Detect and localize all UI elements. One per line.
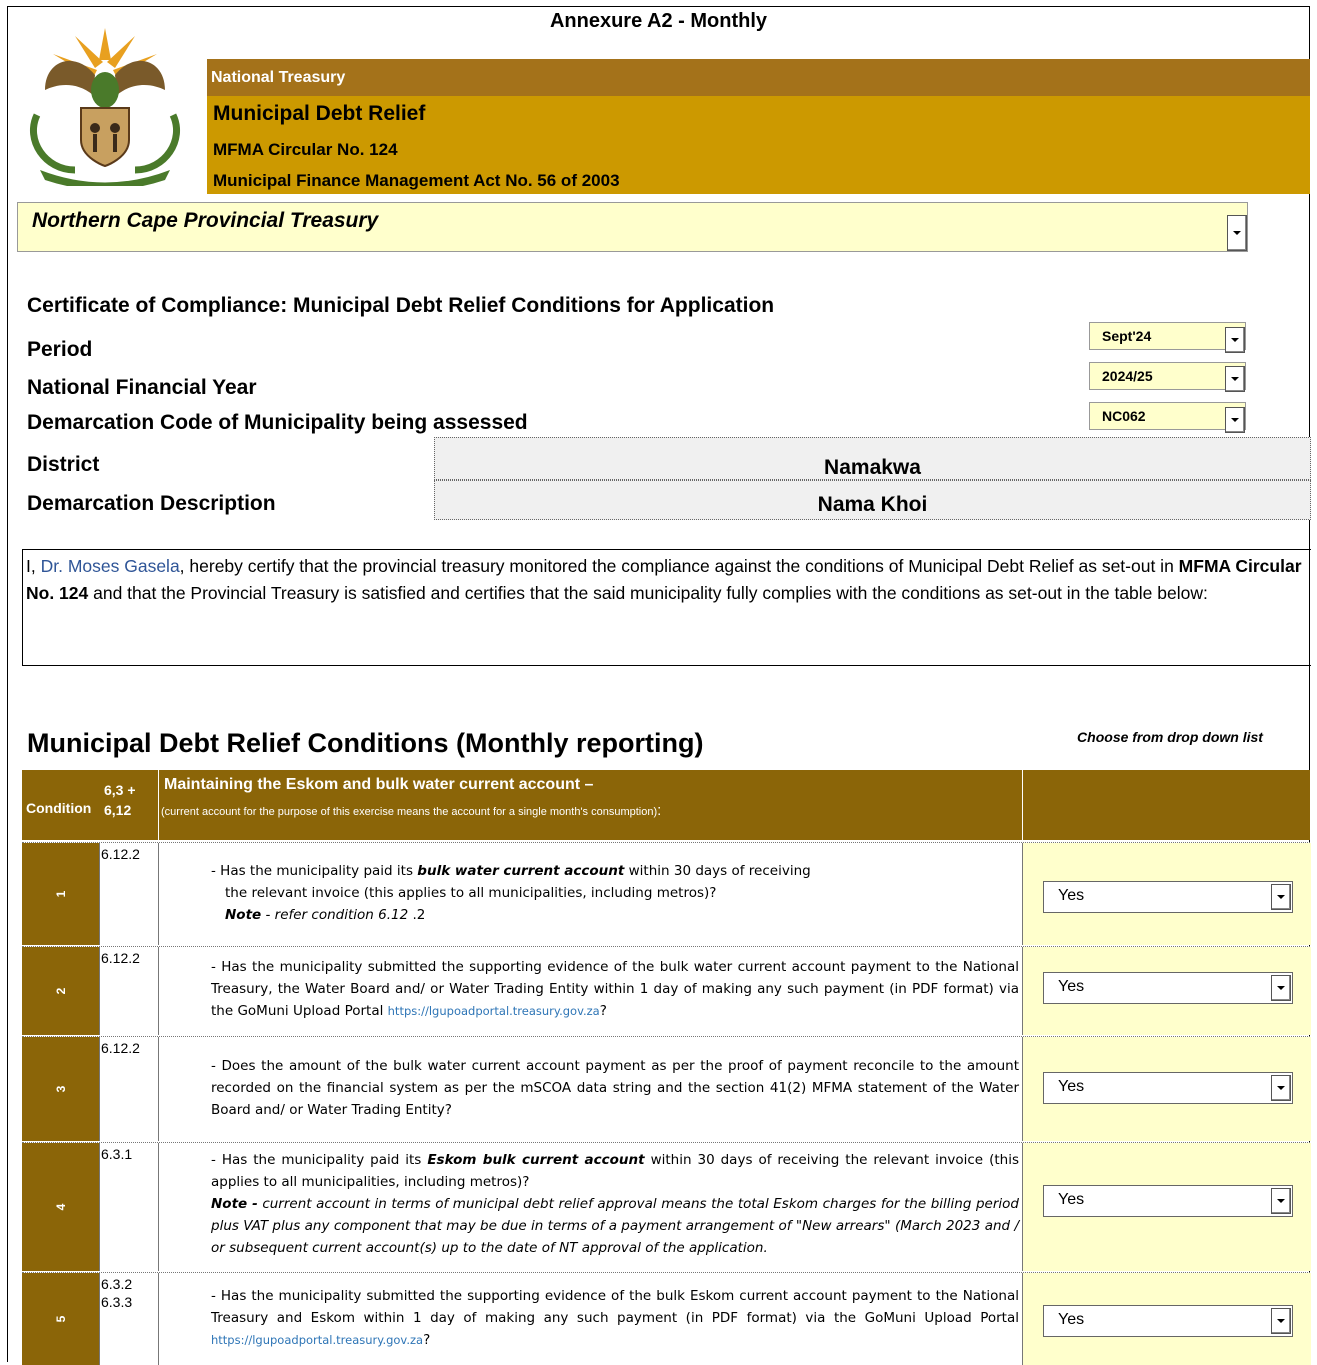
description-field xyxy=(434,480,1311,520)
chevron-down-icon[interactable] xyxy=(1271,1075,1291,1101)
frame-left xyxy=(7,6,8,1362)
condition-ref: 6.3.1 xyxy=(101,1146,133,1162)
period-select[interactable] xyxy=(1089,322,1246,350)
table-row xyxy=(22,1036,1310,1141)
answer-value: Yes xyxy=(1058,978,1085,995)
fy-select[interactable] xyxy=(1089,362,1246,390)
demarcation-label: Demarcation Code of Municipality being assessed xyxy=(27,411,528,434)
fy-label: National Financial Year xyxy=(27,376,257,399)
portal-link[interactable]: https://lgupoadportal.treasury.gov.za xyxy=(387,1004,600,1018)
col-ref-top: 6,3 + xyxy=(104,782,136,798)
description-label: Demarcation Description xyxy=(27,492,276,515)
chevron-down-icon[interactable] xyxy=(1225,407,1245,433)
national-treasury-band xyxy=(207,59,1310,96)
description-value: Nama Khoi xyxy=(817,493,928,516)
demarcation-select[interactable] xyxy=(1089,402,1246,430)
answer-value: Yes xyxy=(1058,1078,1085,1095)
org-name: National Treasury xyxy=(211,69,346,86)
district-value: Namakwa xyxy=(824,456,921,479)
header-divider-right xyxy=(1022,770,1023,840)
period-label: Period xyxy=(27,338,93,361)
condition-text: - Has the municipality submitted the supporting evidence of the bulk Eskom current account payment to the National Treasury and Eskom within 1 day of making any such payment (in PDF format) via the GoMuni Upload Portal https://lgupoadportal.treasury.gov.za? xyxy=(211,1288,1019,1348)
condition-ref: 6.12.2 xyxy=(101,846,140,862)
condition-number: 4 xyxy=(53,1203,68,1211)
coat-of-arms-logo xyxy=(15,20,195,186)
conditions-title: Municipal Debt Relief Conditions (Monthly reporting) xyxy=(27,728,704,758)
table-row xyxy=(22,946,1310,1035)
table-row xyxy=(22,842,1310,945)
condition-ref: 6.12.2 xyxy=(101,1040,140,1056)
annexure-title: Annexure A2 - Monthly xyxy=(549,10,768,32)
condition-number: 1 xyxy=(53,890,68,898)
chevron-down-icon[interactable] xyxy=(1271,1188,1291,1214)
chevron-down-icon[interactable] xyxy=(1227,215,1247,251)
conditions-table-header xyxy=(22,770,1310,840)
condition-text: - Has the municipality paid its Eskom bulk current account within 30 days of receiving the relevant invoice (this applies to all municipalities, including metros)? Note - current account in terms of municipal debt relief approval means the total Eskom charges for the billing period plus VAT plus any component that may be due in terms of a payment arrangement of "New arrears" (March 2023 and / or subsequent current account(s) up to the date of NT approval of the application. xyxy=(211,1152,1019,1256)
chevron-down-icon[interactable] xyxy=(1225,327,1245,353)
frame-top xyxy=(7,6,1310,7)
header-divider xyxy=(158,770,159,840)
statement-end: and that the Provincial Treasury is satisfied and certifies that the said municipality fully complies with the conditions as set-out in the table below: xyxy=(88,583,1208,603)
condition-text: - Has the municipality submitted the supporting evidence of the bulk water current account payment to the National Treasury, the Water Board and/ or Water Trading Entity within 1 day of making any such payment (in PDF format) via the GoMuni Upload Portal https://lgupoadportal.treasury.gov.za? xyxy=(211,959,1019,1019)
act-label: Municipal Finance Management Act No. 56 of 2003 xyxy=(213,171,620,190)
condition-ref: 6.12.2 xyxy=(101,950,140,966)
chevron-down-icon[interactable] xyxy=(1271,1308,1291,1334)
district-field xyxy=(434,437,1311,480)
answer-select[interactable] xyxy=(1043,881,1293,913)
demarcation-value: NC062 xyxy=(1102,408,1146,424)
header-subtitle-text: (current account for the purpose of this exercise means the account for a single month's consumption) xyxy=(161,806,658,818)
doc-title: Municipal Debt Relief xyxy=(213,102,426,125)
answer-select[interactable] xyxy=(1043,972,1293,1004)
col-ref-bottom: 6,12 xyxy=(104,802,132,818)
condition-ref: 6.3.2 6.3.3 xyxy=(101,1276,133,1310)
signatory-name: Dr. Moses Gasela xyxy=(40,556,180,576)
answer-select[interactable] xyxy=(1043,1185,1293,1217)
condition-number: 5 xyxy=(53,1315,68,1323)
answer-select[interactable] xyxy=(1043,1072,1293,1104)
condition-text: - Does the amount of the bulk water current account payment as per the proof of payment reconcile to the amount recorded on the financial system as per the mSCOA data string and the section 41(2) MFMA statement of the Water Board and/ or Water Trading Entity? xyxy=(211,1058,1019,1118)
statement-mid: , hereby certify that the provincial treasury monitored the compliance against the conditions of Municipal Debt Relief as set-out in xyxy=(179,556,1179,576)
statement-circular: MFMA Circular No. 124 xyxy=(26,556,1302,603)
header-colon: : xyxy=(657,802,662,819)
circular-label: MFMA Circular No. 124 xyxy=(213,140,398,159)
period-value: Sept'24 xyxy=(1102,328,1152,344)
chevron-down-icon[interactable] xyxy=(1271,975,1291,1001)
answer-select[interactable] xyxy=(1043,1305,1293,1337)
answer-value: Yes xyxy=(1058,1191,1085,1208)
answer-value: Yes xyxy=(1058,887,1085,904)
chevron-down-icon[interactable] xyxy=(1271,884,1291,910)
header-subtitle xyxy=(161,802,661,819)
province-value: Northern Cape Provincial Treasury xyxy=(32,209,379,232)
table-row xyxy=(22,1272,1310,1365)
condition-number: 2 xyxy=(53,987,68,995)
fy-value: 2024/25 xyxy=(1102,368,1153,384)
chevron-down-icon[interactable] xyxy=(1225,366,1245,392)
col-condition: Condition xyxy=(26,800,92,816)
certification-statement xyxy=(22,549,1311,666)
header-title: Maintaining the Eskom and bulk water current account – xyxy=(164,776,594,793)
condition-number: 3 xyxy=(53,1085,68,1093)
statement-prefix: I, xyxy=(26,556,41,576)
title-band xyxy=(207,96,1310,194)
answer-value: Yes xyxy=(1058,1311,1085,1328)
province-select[interactable] xyxy=(17,202,1248,252)
condition-text: - Has the municipality paid its bulk water current account within 30 days of receiving the relevant invoice (this applies to all municipalities, including metros)? Note - refer condition 6.12 .2 xyxy=(211,863,811,923)
dropdown-hint: Choose from drop down list xyxy=(1077,729,1263,745)
table-row xyxy=(22,1142,1310,1271)
district-label: District xyxy=(27,453,100,476)
certificate-heading: Certificate of Compliance: Municipal Debt Relief Conditions for Application xyxy=(27,294,775,317)
portal-link[interactable]: https://lgupoadportal.treasury.gov.za xyxy=(211,1333,424,1347)
